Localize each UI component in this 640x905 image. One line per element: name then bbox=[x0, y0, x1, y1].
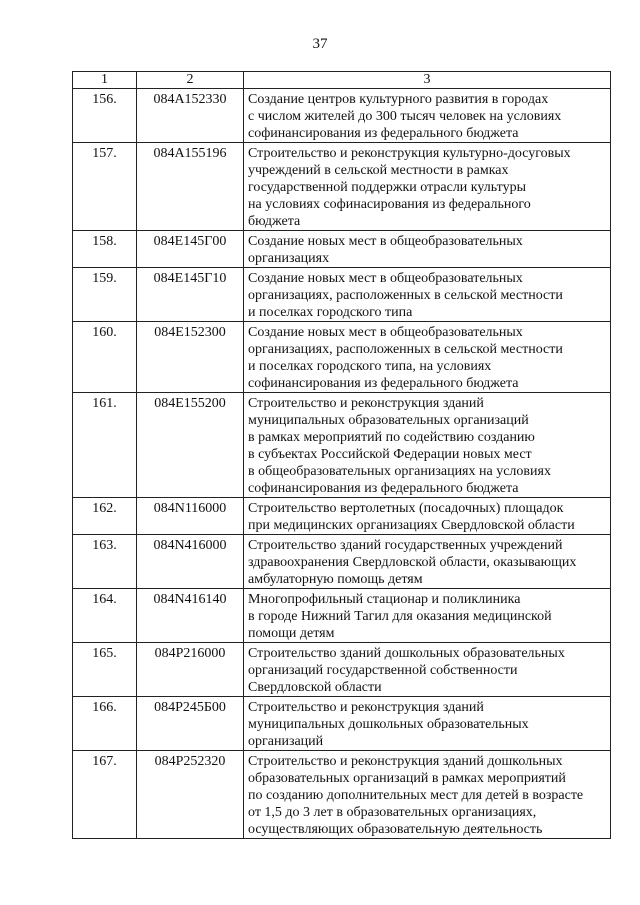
description-line: Строительство и реконструкция зданий bbox=[248, 396, 484, 411]
row-number: 164. bbox=[73, 589, 137, 643]
description-line: Строительство и реконструкция зданий дошкольных bbox=[248, 754, 563, 769]
description-cell bbox=[244, 498, 611, 535]
budget-code: 084N416000 bbox=[137, 535, 244, 589]
description-line: Строительство и реконструкция зданий bbox=[248, 700, 484, 715]
description-line: Свердловской области bbox=[248, 680, 382, 695]
description-cell bbox=[244, 589, 611, 643]
row-number: 165. bbox=[73, 643, 137, 697]
description-line: Создание новых мест в общеобразовательных bbox=[248, 325, 523, 340]
column-header-number: 1 bbox=[73, 72, 137, 89]
description-line: муниципальных дошкольных образовательных bbox=[248, 717, 529, 732]
description-line: организациях, расположенных в сельской местности bbox=[248, 288, 563, 303]
description-line: осуществляющих образовательную деятельность bbox=[248, 822, 543, 837]
row-number: 167. bbox=[73, 751, 137, 839]
table-row bbox=[73, 143, 611, 231]
table-row bbox=[73, 498, 611, 535]
budget-code: 084E155200 bbox=[137, 393, 244, 498]
description-line: по созданию дополнительных мест для детей в возрасте bbox=[248, 788, 584, 803]
table-row bbox=[73, 322, 611, 393]
description-cell bbox=[244, 697, 611, 751]
table-row bbox=[73, 393, 611, 498]
description-line: Строительство зданий государственных учреждений bbox=[248, 538, 563, 553]
description-line: организациях, расположенных в сельской местности bbox=[248, 342, 563, 357]
description-line: Строительство зданий дошкольных образовательных bbox=[248, 646, 565, 661]
column-header-code: 2 bbox=[137, 72, 244, 89]
description-line: с числом жителей до 300 тысяч человек на условиях bbox=[248, 109, 562, 124]
table-body bbox=[73, 89, 611, 839]
row-number: 156. bbox=[73, 89, 137, 143]
description-cell bbox=[244, 231, 611, 268]
table-header-row bbox=[73, 72, 611, 89]
table-row bbox=[73, 697, 611, 751]
description-line: организаций bbox=[248, 734, 324, 749]
description-line: организаций государственной собственности bbox=[248, 663, 518, 678]
description-line: Строительство и реконструкция культурно-досуговых bbox=[248, 146, 571, 161]
description-line: софинансирования из федерального бюджета bbox=[248, 126, 519, 141]
description-line: здравоохранения Свердловской области, оказывающих bbox=[248, 555, 577, 570]
description-line: Строительство вертолетных (посадочных) площадок bbox=[248, 501, 564, 516]
budget-code: 084P245Б00 bbox=[137, 697, 244, 751]
table-row bbox=[73, 268, 611, 322]
description-line: Создание новых мест в общеобразовательных bbox=[248, 234, 523, 249]
row-number: 166. bbox=[73, 697, 137, 751]
description-line: софинансирования из федерального бюджета bbox=[248, 376, 519, 391]
description-line: в общеобразовательных организациях на условиях bbox=[248, 464, 551, 479]
description-line: софинансирования из федерального бюджета bbox=[248, 481, 519, 496]
table-row bbox=[73, 643, 611, 697]
row-number: 161. bbox=[73, 393, 137, 498]
budget-code: 084E145Г00 bbox=[137, 231, 244, 268]
description-cell bbox=[244, 643, 611, 697]
budget-classification-table bbox=[72, 71, 611, 839]
description-line: в городе Нижний Тагил для оказания медицинской bbox=[248, 609, 552, 624]
description-line: при медицинских организациях Свердловской области bbox=[248, 518, 575, 533]
description-line: от 1,5 до 3 лет в образовательных организациях, bbox=[248, 805, 537, 820]
column-header-description: 3 bbox=[244, 72, 611, 89]
description-line: образовательных организаций в рамках мероприятий bbox=[248, 771, 566, 786]
budget-code: 084A152330 bbox=[137, 89, 244, 143]
row-number: 158. bbox=[73, 231, 137, 268]
description-line: бюджета bbox=[248, 214, 301, 229]
budget-code: 084N116000 bbox=[137, 498, 244, 535]
budget-code: 084A155196 bbox=[137, 143, 244, 231]
budget-code: 084P216000 bbox=[137, 643, 244, 697]
description-line: на условиях софинасирования из федерального bbox=[248, 197, 531, 212]
page-number: 37 bbox=[312, 36, 328, 52]
description-cell bbox=[244, 393, 611, 498]
description-line: организациях bbox=[248, 251, 330, 266]
budget-code: 084E152300 bbox=[137, 322, 244, 393]
description-cell bbox=[244, 751, 611, 839]
description-cell bbox=[244, 535, 611, 589]
description-line: учреждений в сельской местности в рамках bbox=[248, 163, 509, 178]
description-cell bbox=[244, 322, 611, 393]
description-line: муниципальных образовательных организаций bbox=[248, 413, 529, 428]
table-row bbox=[73, 535, 611, 589]
budget-code: 084E145Г10 bbox=[137, 268, 244, 322]
row-number: 159. bbox=[73, 268, 137, 322]
budget-code: 084P252320 bbox=[137, 751, 244, 839]
table-row bbox=[73, 89, 611, 143]
budget-code: 084N416140 bbox=[137, 589, 244, 643]
description-line: Многопрофильный стационар и поликлиника bbox=[248, 592, 521, 607]
description-line: амбулаторную помощь детям bbox=[248, 572, 423, 587]
description-cell bbox=[244, 89, 611, 143]
row-number: 157. bbox=[73, 143, 137, 231]
description-line: и поселках городского типа bbox=[248, 305, 413, 320]
description-line: в рамках мероприятий по содействию созданию bbox=[248, 430, 535, 445]
table-row bbox=[73, 589, 611, 643]
description-cell bbox=[244, 268, 611, 322]
description-line: Создание новых мест в общеобразовательных bbox=[248, 271, 523, 286]
row-number: 162. bbox=[73, 498, 137, 535]
row-number: 160. bbox=[73, 322, 137, 393]
description-line: Создание центров культурного развития в городах bbox=[248, 92, 549, 107]
row-number: 163. bbox=[73, 535, 137, 589]
description-line: в субъектах Российской Федерации новых мест bbox=[248, 447, 532, 462]
table-row bbox=[73, 231, 611, 268]
table-row bbox=[73, 751, 611, 839]
description-cell bbox=[244, 143, 611, 231]
description-line: государственной поддержки отрасли культуры bbox=[248, 180, 526, 195]
description-line: помощи детям bbox=[248, 626, 335, 641]
description-line: и поселках городского типа, на условиях bbox=[248, 359, 492, 374]
